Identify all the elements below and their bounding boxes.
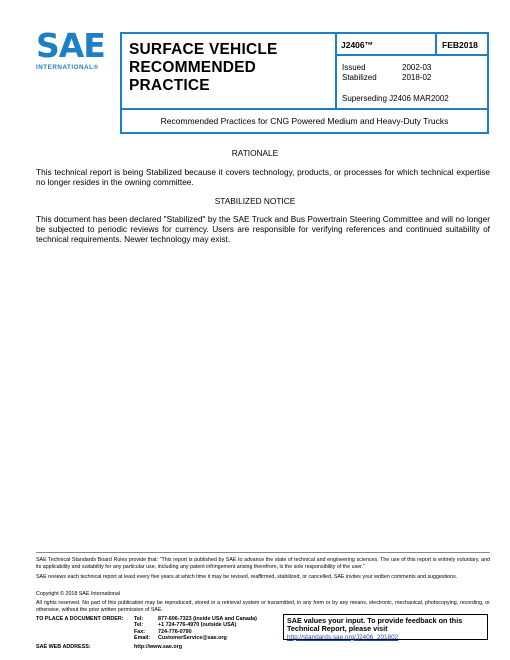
contact-label: Tel: [134, 622, 144, 629]
issue-dates [337, 56, 487, 108]
stabilized-value: 2018-02 [402, 73, 432, 82]
contact-phone-domestic: 877-606-7323 (inside USA and Canada) [158, 616, 257, 622]
rationale-text: This technical report is being Stabilized because it covers technology, products, or processes for which technical expertise no longer resides in the owning committee. [36, 167, 490, 187]
stabilized-label: Stabilized [342, 73, 377, 82]
document-number: J2406™ [337, 34, 437, 56]
contact-label: Email: [134, 634, 151, 641]
sae-logo [36, 26, 106, 76]
contact-fax: 724-776-0790 [158, 628, 192, 635]
document-header [120, 32, 489, 134]
footer-review-note: SAE reviews each technical report at least every five years at which time it may be revised, reaffirmed, stabilized, or cancelled. SAE invites your written comments and suggestions. [36, 574, 458, 580]
issued-label: Issued [342, 63, 366, 72]
stabilized-notice-text: This document has been declared "Stabilized" by the SAE Truck and Bus Powertrain Steering Committee and will no longer be subjected to periodic reviews for currency. Users are responsible for verifying references and continued suitability of technical requirements. Newer technology may exist. [36, 214, 490, 244]
document-date: FEB2018 [437, 34, 487, 56]
web-address-label: SAE WEB ADDRESS: [36, 644, 91, 650]
feedback-text: SAE values your input. To provide feedback on this Technical Report, please visit [287, 616, 463, 634]
footer-board-rules: SAE Technical Standards Board Rules provide that: “This report is published by SAE to advance the state of technical and engineering sciences. The use of this report is entirely voluntary, and its applicability and suitability for any particular use, including any patent infringement arising therefrom, is the sole responsibility of the user.” [36, 557, 490, 570]
order-label: TO PLACE A DOCUMENT ORDER: [36, 616, 124, 622]
sae-logo-subtext: INTERNATIONAL® [36, 64, 99, 71]
stabilized-notice-heading: STABILIZED NOTICE [214, 196, 296, 206]
web-address-value[interactable]: http://www.sae.org [134, 644, 183, 650]
contact-phone-international: +1 724-776-4970 (outside USA) [158, 622, 237, 629]
document-subtitle: Recommended Practices for CNG Powered Medium and Heavy-Duty Trucks [122, 108, 487, 132]
contact-label: Tel: [134, 616, 144, 622]
title-line-2: RECOMMENDED PRACTICE [129, 59, 257, 94]
order-contacts [134, 616, 279, 641]
contact-row [134, 635, 279, 641]
footer-copyright: Copyright © 2018 SAE International [36, 591, 120, 597]
issued-value: 2002-03 [402, 63, 432, 72]
rationale-heading: RATIONALE [231, 148, 279, 158]
feedback-link[interactable]: http://standards.sae.org/J2406_201802 [287, 633, 399, 641]
contact-label: Fax: [134, 628, 146, 635]
footer-divider [36, 552, 490, 553]
document-type-title [122, 34, 337, 108]
contact-email: CustomerService@sae.org [158, 634, 227, 641]
sae-logo-mark: SAE [36, 26, 105, 65]
superseding-note: Superseding J2406 MAR2002 [342, 94, 449, 103]
feedback-box [283, 614, 488, 640]
title-line-1: SURFACE VEHICLE [129, 41, 278, 58]
footer-rights: All rights reserved. No part of this publication may be reproduced, stored in a retrieval system or transmitted, in any form or by any means, electronic, mechanical, photocopying, recording, or otherwise, without the prior written permission of SAE. [36, 600, 490, 613]
